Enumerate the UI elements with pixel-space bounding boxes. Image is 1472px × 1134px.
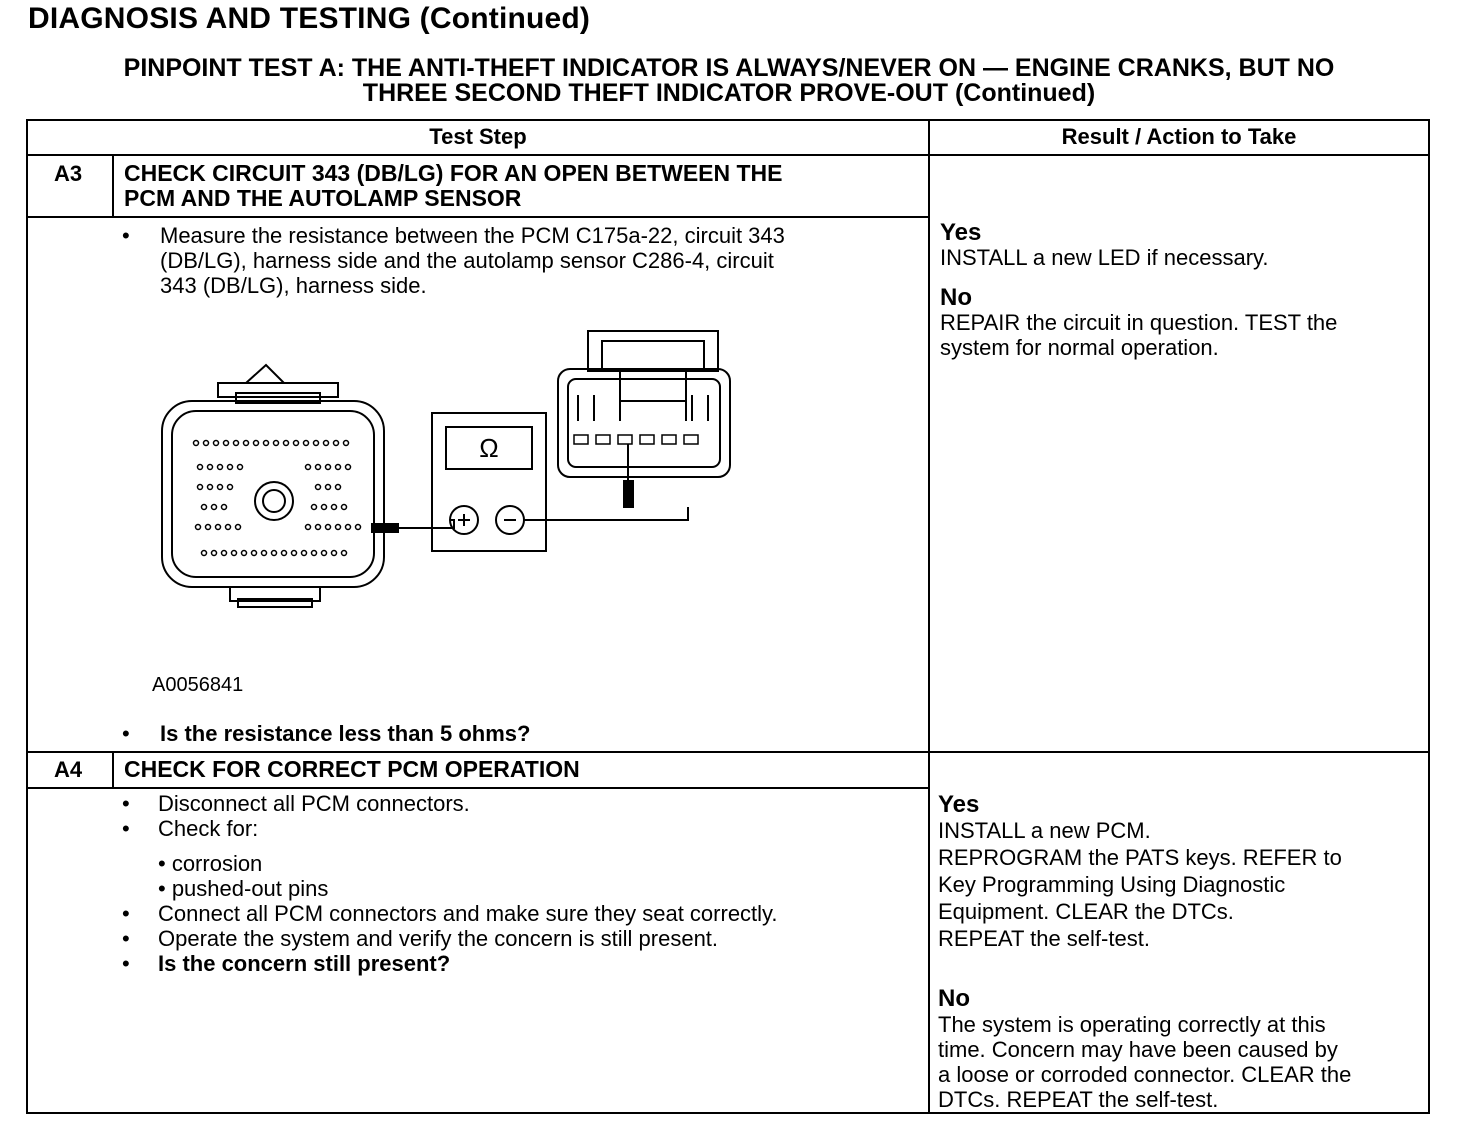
result-no-a4-line-1: The system is operating correctly at this	[938, 1012, 1326, 1037]
step-title-underline-a4	[28, 787, 928, 789]
bullet-marker: •	[122, 901, 130, 926]
step-title-a3-line-2: PCM AND THE AUTOLAMP SENSOR	[124, 185, 522, 211]
instruction-a3-line-1: Measure the resistance between the PCM C175a-22, circuit 343	[160, 223, 785, 248]
ohm-symbol: Ω	[479, 433, 499, 463]
test-lead-positive	[524, 507, 688, 520]
header-divider	[28, 154, 1428, 156]
result-no-a4-line-2: time. Concern may have been caused by	[938, 1037, 1338, 1062]
result-no-a4-line-3: a loose or corroded connector. CLEAR the	[938, 1062, 1352, 1087]
autolamp-sensor-connector-drawing	[558, 331, 730, 507]
test-lead-negative	[398, 520, 454, 528]
result-yes-a3: INSTALL a new LED if necessary.	[940, 245, 1269, 270]
result-no-label-a4: No	[938, 985, 970, 1012]
bullet-marker: •	[122, 721, 130, 746]
result-yes-label-a3: Yes	[940, 219, 982, 246]
bullet-marker: •	[122, 926, 130, 951]
subtitle-line-2: THREE SECOND THEFT INDICATOR PROVE-OUT (Continued)	[362, 79, 1096, 107]
pcm-connector-drawing	[162, 365, 398, 607]
row-divider-a4	[28, 751, 1428, 753]
pin-row-3	[198, 485, 341, 490]
result-no-a4	[938, 1012, 1351, 1112]
step-title-a3	[124, 161, 783, 211]
instruction-a3-line-3: 343 (DB/LG), harness side.	[160, 273, 427, 298]
result-yes-a4	[938, 817, 1342, 952]
step-id-a3: A3	[54, 161, 83, 186]
question-a4: Is the concern still present?	[158, 951, 451, 976]
bullet-marker: •	[122, 951, 130, 976]
step-id-divider-a4	[112, 753, 114, 788]
result-no-a3-line-2: system for normal operation.	[940, 335, 1219, 360]
step-title-a3-line-1: CHECK CIRCUIT 343 (DB/LG) FOR AN OPEN BETWEEN THE	[124, 160, 783, 186]
instruction-a3	[160, 223, 785, 298]
instruction-a4-2: Check for:	[158, 816, 259, 841]
pin-row-1	[194, 441, 349, 446]
result-yes-a4-line-3: Key Programming Using Diagnostic	[938, 872, 1286, 897]
test-table	[26, 119, 1430, 1114]
pinpoint-test-title	[28, 56, 1430, 106]
figure-id: A0056841	[152, 674, 244, 696]
question-a3: Is the resistance less than 5 ohms?	[160, 721, 531, 746]
check-item-corrosion: • corrosion	[158, 851, 263, 876]
check-item-pushed-out-pins: • pushed-out pins	[158, 876, 329, 901]
pin-row-4	[202, 505, 347, 510]
result-yes-a4-line-4: Equipment. CLEAR the DTCs.	[938, 899, 1234, 924]
bullet-marker: •	[122, 223, 130, 248]
column-header-result: Result / Action to Take	[1061, 124, 1297, 149]
pin-row-2	[198, 465, 351, 470]
pin-row-5	[196, 525, 361, 530]
subtitle-line-1: PINPOINT TEST A: THE ANTI-THEFT INDICATOR IS ALWAYS/NEVER ON — ENGINE CRANKS, BUT NO	[123, 54, 1335, 82]
instruction-a4-1: Disconnect all PCM connectors.	[158, 791, 470, 816]
result-yes-a4-line-5: REPEAT the self-test.	[938, 926, 1150, 951]
step-title-underline-a3	[28, 216, 928, 218]
result-yes-a4-line-1: INSTALL a new PCM.	[938, 818, 1151, 843]
pin-row-6	[202, 551, 347, 556]
instruction-a3-line-2: (DB/LG), harness side and the autolamp sensor C286-4, circuit	[160, 248, 774, 273]
page-title: DIAGNOSIS AND TESTING (Continued)	[28, 2, 591, 35]
result-yes-label-a4: Yes	[938, 791, 980, 818]
step-id-divider-a3	[112, 156, 114, 216]
result-no-label-a3: No	[940, 284, 972, 311]
result-no-a3	[940, 310, 1337, 360]
instruction-a4-3: Connect all PCM connectors and make sure they seat correctly.	[158, 901, 778, 926]
wiring-diagram	[158, 321, 798, 641]
bullet-marker: •	[122, 791, 130, 816]
result-no-a4-line-4: DTCs. REPEAT the self-test.	[938, 1087, 1219, 1112]
column-header-test-step: Test Step	[429, 124, 527, 149]
column-divider	[928, 121, 930, 1112]
step-title-a4: CHECK FOR CORRECT PCM OPERATION	[124, 756, 580, 782]
result-yes-a4-line-2: REPROGRAM the PATS keys. REFER to	[938, 845, 1342, 870]
step-id-a4: A4	[54, 757, 83, 782]
bullet-marker: •	[122, 816, 130, 841]
instruction-a4-4: Operate the system and verify the concern is still present.	[158, 926, 719, 951]
result-no-a3-line-1: REPAIR the circuit in question. TEST the	[940, 310, 1338, 335]
